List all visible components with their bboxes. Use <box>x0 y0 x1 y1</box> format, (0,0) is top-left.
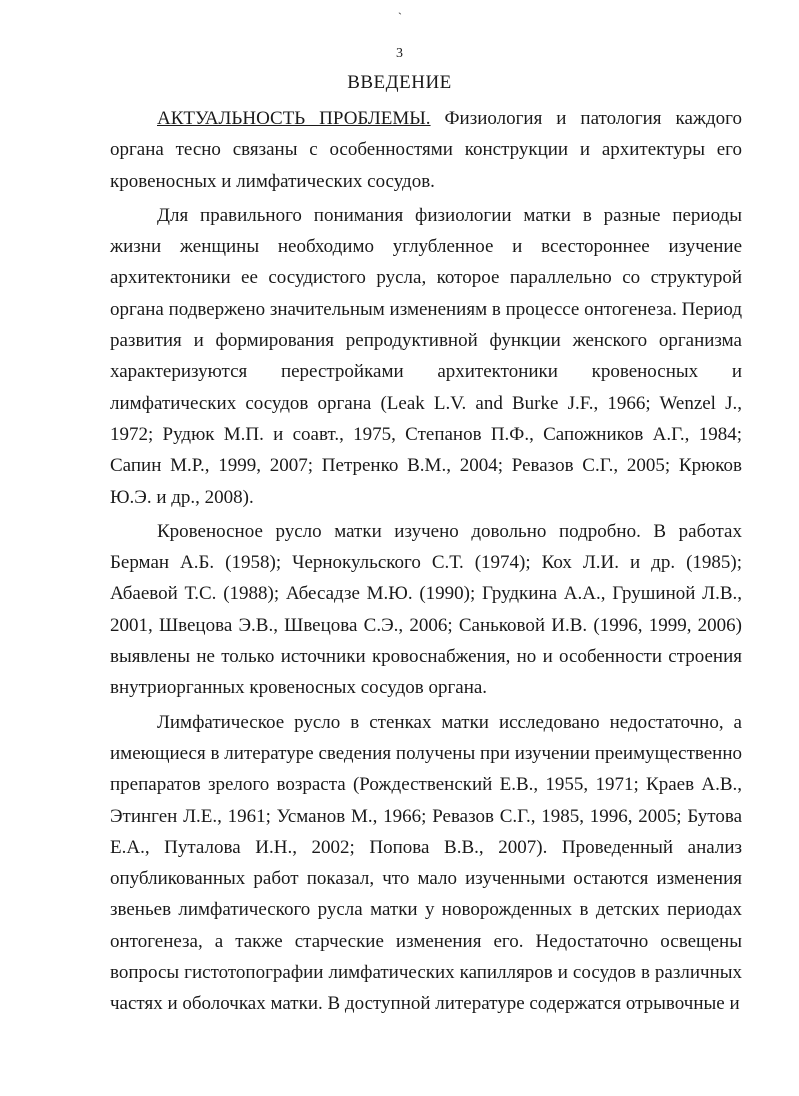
section-heading: ВВЕДЕНИЕ <box>347 72 452 93</box>
page-number: 3 <box>396 46 403 61</box>
paragraph-lymphatic: Лимфатическое русло в стенках матки исследовано недостаточно, а имеющиеся в литературе сведения получены при изучении преимущественно препаратов зрелого возраста (Рождественский Е.В., 1955, 1971; Краев А.В., Этинген Л.Е., 1961; Усманов М., 1966; Ревазов С.Г., 1985, 1996, 2005; Бутова Е.А., Путалова И.Н., 2002; Попова В.В., 2007). Проведенный анализ опубликованных работ показал, что мало изученными остаются изменения звеньев лимфатического русла матки у новорожденных в детских периодах онтогенеза, а также старческие изменения его. Недостаточно освещены вопросы гистотопографии лимфатических капилляров и сосудов в различных частях и оболочках матки. В доступной литературе содержатся отрывочные и <box>110 711 742 1015</box>
paragraph-blood-vessels: Кровеносное русло матки изучено довольно подробно. В работах Берман А.Б. (1958); Чернокульского С.Т. (1974); Кох Л.И. и др. (1985); Абаевой Т.С. (1988); Абесадзе М.Ю. (1990); Грудкина А.А., Грушиной Л.В., 2001, Швецова Э.В., Швецова С.Э., 2006; Саньковой И.В. (1996, 1999, 2006) выявлены не только источники кровоснабжения, но и особенности строения внутриорганных кровеносных сосудов органа. <box>110 520 742 699</box>
paragraph-lead: АКТУАЛЬНОСТЬ ПРОБЛЕМЫ. <box>157 108 431 129</box>
paragraph-relevance <box>110 103 742 197</box>
paragraph-text: Физиология и патология каждого органа тесно связаны с особенностями конструкции и архитектуры его кровеносных и лимфатических сосудов. <box>110 108 742 192</box>
scan-mark: ` <box>398 10 402 24</box>
paragraph-physiology: Для правильного понимания физиологии матки в разные периоды жизни женщины необходимо углубленное и всестороннее изучение архитектоники ее сосудистого русла, которое параллельно со структурой органа подвержено значительным изменениям в процессе онтогенеза. Период развития и формирования репродуктивной функции женского организма характеризуются перестройками архитектоники кровеносных и лимфатических сосудов органа (Leak L.V. and Burke J.F., 1966; Wenzel J., 1972; Рудюк М.П. и соавт., 1975, Степанов П.Ф., Сапожников А.Г., 1984; Сапин М.Р., 1999, 2007; Петренко В.М., 2004; Ревазов С.Г., 2005; Крюков Ю.Э. и др., 2008). <box>110 204 743 508</box>
body-text <box>110 103 742 1023</box>
